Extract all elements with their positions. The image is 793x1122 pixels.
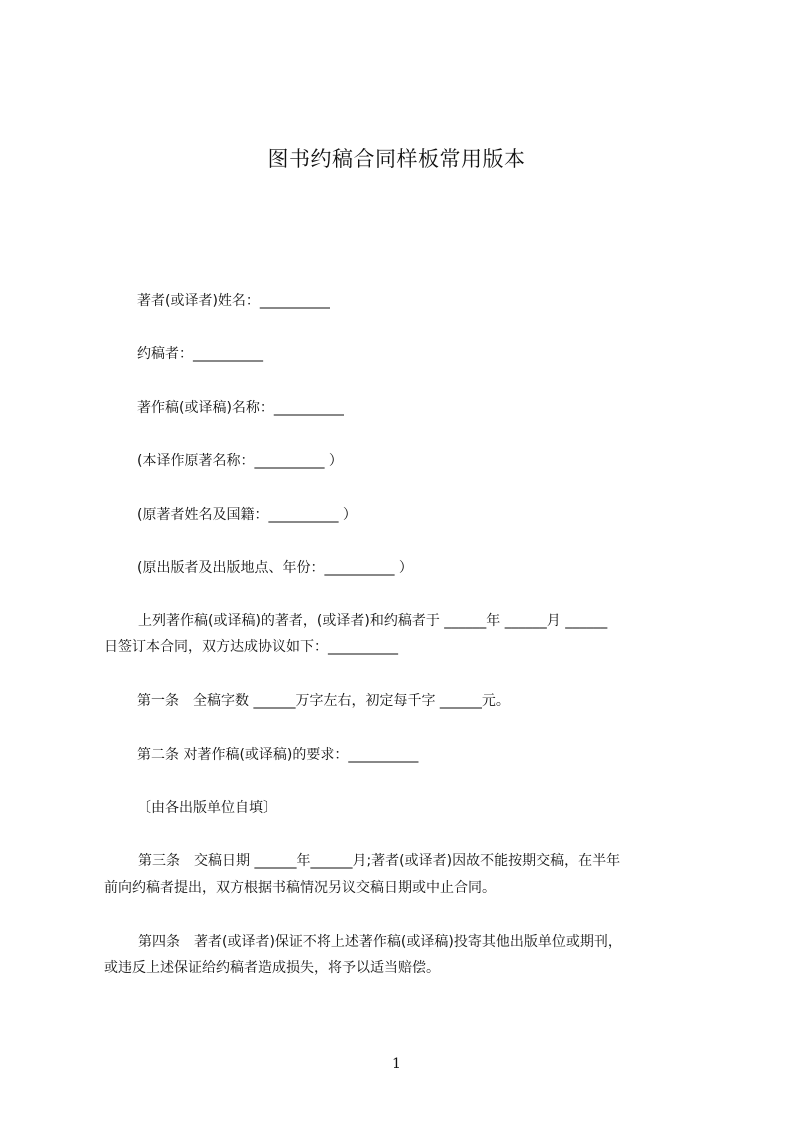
article-1: 第一条 全稿字数 ______万字左右，初定每千字 ______元。 bbox=[137, 693, 510, 709]
article-3-line-2: 前向约稿者提出，双方根据书稿情况另议交稿日期或中止合同。 bbox=[104, 880, 496, 896]
original-title-line: (本译作原著名称：__________ ） bbox=[137, 453, 343, 469]
article-4-line-1: 第四条 著者(或译者)保证不将上述著作稿(或译稿)投寄其他出版单位或期刊， bbox=[138, 934, 622, 950]
page-number: 1 bbox=[392, 1056, 401, 1072]
article-2: 第二条 对著作稿(或译稿)的要求：__________ bbox=[137, 747, 419, 763]
document-title: 图书约稿合同样板常用版本 bbox=[267, 147, 526, 171]
author-name-line: 著者(或译者)姓名：__________ bbox=[137, 293, 330, 309]
article-4-line-2: 或违反上述保证给约稿者造成损失，将予以适当赔偿。 bbox=[104, 960, 440, 976]
agreement-paragraph-line-2: 日签订本合同，双方达成协议如下：__________ bbox=[104, 639, 398, 655]
work-title-line: 著作稿(或译稿)名称：__________ bbox=[137, 400, 344, 416]
original-author-line: (原著者姓名及国籍：__________ ） bbox=[137, 507, 357, 523]
article-2-note: 〔由各出版单位自填〕 bbox=[137, 800, 277, 816]
article-3-line-1: 第三条 交稿日期 ______年______月;著者(或译者)因故不能按期交稿，在半年 bbox=[138, 853, 621, 869]
agreement-paragraph-line-1: 上列著作稿(或译稿)的著者，(或译者)和约稿者于 ______年 ______月 ______ bbox=[138, 613, 608, 629]
original-publisher-line: (原出版者及出版地点、年份：__________ ） bbox=[137, 560, 413, 576]
commissioner-line: 约稿者：__________ bbox=[137, 346, 263, 362]
